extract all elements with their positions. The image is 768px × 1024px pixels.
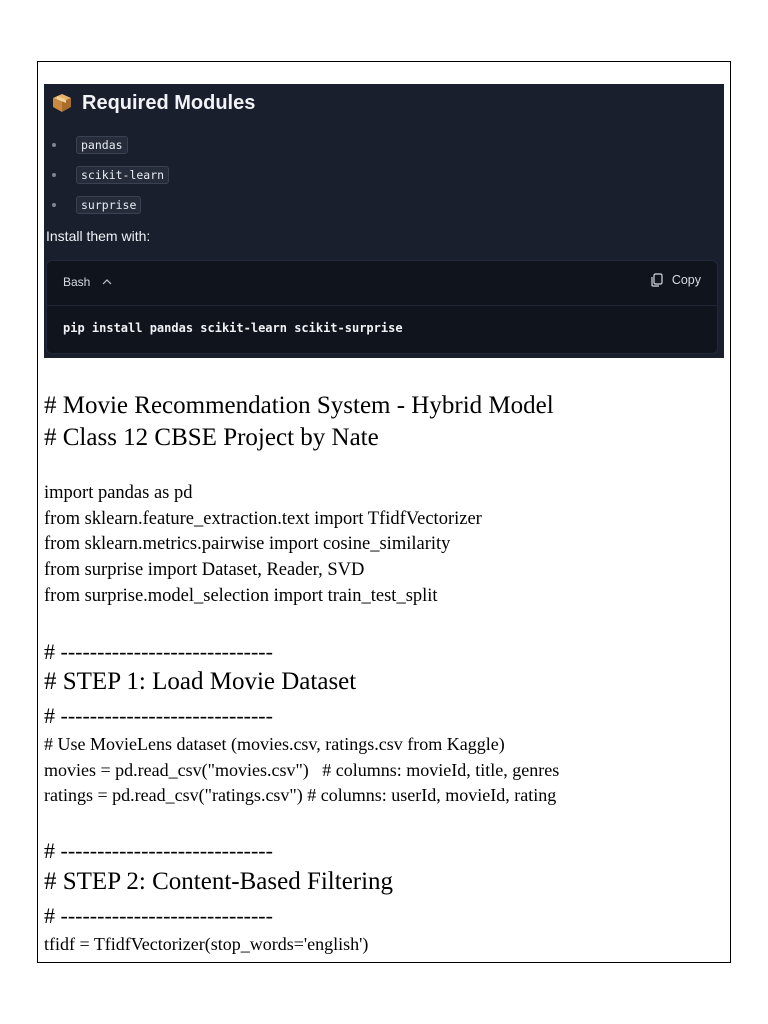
code-line: tfidf = TfidfVectorizer(stop_words='english') — [44, 934, 369, 954]
list-item — [52, 196, 141, 214]
doc-title-line: # Movie Recommendation System - Hybrid Model — [44, 392, 554, 419]
list-item — [52, 166, 169, 184]
code-block — [46, 260, 718, 354]
doc-title-line: # Class 12 CBSE Project by Nate — [44, 424, 379, 451]
module-chip: surprise — [76, 196, 141, 214]
separator-line: # ----------------------------- — [44, 838, 273, 863]
section-heading — [52, 90, 255, 116]
code-line: # Use MovieLens dataset (movies.csv, ratings.csv from Kaggle) — [44, 734, 505, 754]
copy-button[interactable] — [650, 273, 701, 287]
import-line: from sklearn.feature_extraction.text import TfidfVectorizer — [44, 509, 482, 529]
copy-icon — [650, 273, 664, 287]
import-line: from surprise.model_selection import train_test_split — [44, 586, 438, 606]
separator-line: # ----------------------------- — [44, 903, 273, 928]
code-line: movies = pd.read_csv("movies.csv") # columns: movieId, title, genres — [44, 760, 560, 780]
module-chip: pandas — [76, 136, 128, 154]
package-icon — [52, 93, 72, 113]
list-item — [52, 136, 128, 154]
step2-heading: # STEP 2: Content-Based Filtering — [44, 868, 394, 895]
code-line: ratings = pd.read_csv("ratings.csv") # columns: userId, movieId, rating — [44, 785, 557, 805]
language-label: Bash — [63, 275, 91, 289]
separator-line: # ----------------------------- — [44, 639, 273, 664]
import-line: import pandas as pd — [44, 483, 193, 503]
bullet-icon — [52, 173, 56, 177]
code-block-header — [47, 261, 717, 306]
language-toggle[interactable] — [63, 275, 112, 289]
import-line: from surprise import Dataset, Reader, SVD — [44, 560, 365, 580]
embedded-screenshot — [44, 84, 724, 358]
bullet-icon — [52, 143, 56, 147]
chevron-up-icon[interactable] — [102, 277, 112, 288]
section-title: Required Modules — [82, 91, 256, 114]
install-label: Install them with: — [46, 228, 151, 244]
module-chip: scikit-learn — [76, 166, 169, 184]
separator-line: # ----------------------------- — [44, 703, 273, 728]
bullet-icon — [52, 203, 56, 207]
step1-heading: # STEP 1: Load Movie Dataset — [44, 668, 357, 695]
import-line: from sklearn.metrics.pairwise import cosine_similarity — [44, 534, 451, 554]
code-command: pip install pandas scikit-learn scikit-surprise — [63, 321, 403, 335]
copy-label: Copy — [671, 273, 701, 287]
